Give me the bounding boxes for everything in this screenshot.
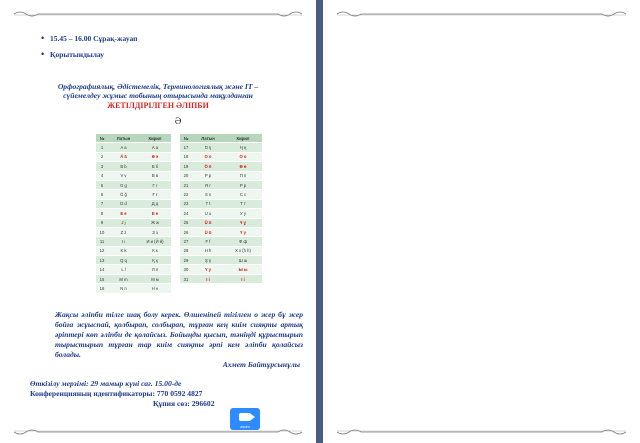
cyrillic-letter: Ы ы xyxy=(224,265,262,274)
table-row xyxy=(96,274,171,283)
cyrillic-letter: Қ қ xyxy=(139,256,171,265)
latin-letter: Ü ü xyxy=(192,227,224,236)
table-row xyxy=(96,190,171,199)
table-row xyxy=(180,274,262,283)
table-row xyxy=(180,162,262,171)
latin-letter: Ğ ğ xyxy=(108,190,139,199)
alphabet-table-left xyxy=(96,134,171,294)
row-number: 15 xyxy=(96,274,108,283)
table-row xyxy=(180,265,262,274)
table-row xyxy=(180,143,262,152)
document-page-left xyxy=(0,0,316,443)
latin-letter: J j xyxy=(108,218,139,227)
cyrillic-letter: Ш ш xyxy=(224,256,262,265)
table-row xyxy=(180,218,262,227)
latin-letter: L l xyxy=(108,265,139,274)
row-number: 18 xyxy=(180,152,192,161)
conference-id: Конференцияның идентификаторы: 770 0592 4827 xyxy=(30,389,203,398)
top-ornament xyxy=(10,10,306,18)
col-header: Латын xyxy=(108,134,139,143)
cyrillic-letter: Б б xyxy=(139,162,171,171)
latin-letter: I i xyxy=(192,274,224,283)
cyrillic-letter: Н н xyxy=(139,284,171,293)
table-row xyxy=(180,199,262,208)
cyrillic-letter: А а xyxy=(139,143,171,152)
alphabet-heading: Орфографиялық, Әдістемелік, Терминологиялық және IT – сүйемелдеу жұмыс тобының отырысында мақұлданған xyxy=(57,82,259,100)
col-header: № xyxy=(96,134,108,143)
quote-author: Ахмет Байтұрсынұлы xyxy=(222,360,300,369)
cyrillic-letter: Ғ ғ xyxy=(139,190,171,199)
row-number: 5 xyxy=(96,180,108,189)
latin-letter: Ū ū xyxy=(192,218,224,227)
row-number: 26 xyxy=(180,227,192,236)
table-row xyxy=(96,237,171,246)
row-number: 31 xyxy=(180,274,192,283)
table-row xyxy=(180,190,262,199)
cyrillic-letter: О о xyxy=(224,152,262,161)
schedule-item: • Қорытындылау xyxy=(50,50,104,59)
cyrillic-letter: І і xyxy=(224,274,262,283)
cyrillic-letter: Л л xyxy=(139,265,171,274)
schedule-item: • 15.45 – 16.00 Сұрақ-жауап xyxy=(50,34,137,43)
latin-letter: Ş ş xyxy=(192,256,224,265)
cyrillic-letter: Ө ө xyxy=(224,162,262,171)
cyrillic-letter: Х х (h h) xyxy=(224,246,262,255)
alphabet-table-right xyxy=(180,134,262,284)
latin-letter: S s xyxy=(192,190,224,199)
latin-letter: G g xyxy=(108,180,139,189)
row-number: 8 xyxy=(96,209,108,218)
alphabet-title: ЖЕТІЛДІРІЛГЕН ӘЛІПБИ xyxy=(107,101,209,110)
row-number: 13 xyxy=(96,256,108,265)
cyrillic-letter: И и (Й й) xyxy=(139,237,171,246)
table-row xyxy=(96,284,171,293)
table-row xyxy=(96,162,171,171)
cyrillic-letter: У у xyxy=(224,209,262,218)
row-number: 20 xyxy=(180,171,192,180)
row-number: 4 xyxy=(96,171,108,180)
table-row xyxy=(180,246,262,255)
table-row xyxy=(96,199,171,208)
cyrillic-letter: Ү ү xyxy=(224,227,262,236)
latin-letter: U u xyxy=(192,209,224,218)
cyrillic-letter: В в xyxy=(139,171,171,180)
latin-letter: P p xyxy=(192,171,224,180)
latin-letter: O o xyxy=(192,152,224,161)
top-ornament xyxy=(333,10,630,18)
latin-letter: Ä ä xyxy=(108,152,139,161)
row-number: 27 xyxy=(180,237,192,246)
latin-letter: K k xyxy=(108,246,139,255)
bottom-ornament xyxy=(333,428,630,436)
conference-password: Құпия сөз: 296602 xyxy=(153,399,215,408)
cyrillic-letter: Т т xyxy=(224,199,262,208)
cyrillic-letter: Ж ж xyxy=(139,218,171,227)
cyrillic-letter: С с xyxy=(224,190,262,199)
row-number: 16 xyxy=(96,284,108,293)
latin-letter: Z z xyxy=(108,227,139,236)
row-number: 10 xyxy=(96,227,108,236)
row-number: 28 xyxy=(180,246,192,255)
cyrillic-letter: Ң ң xyxy=(224,143,262,152)
row-number: 17 xyxy=(180,143,192,152)
document-page-right xyxy=(323,0,640,443)
table-row xyxy=(96,143,171,152)
alphabet-letter: Ә xyxy=(174,116,182,126)
table-row xyxy=(96,180,171,189)
cyrillic-letter: З з xyxy=(139,227,171,236)
latin-letter: B b xyxy=(108,162,139,171)
page-divider xyxy=(316,0,323,443)
cyrillic-letter: Р р xyxy=(224,180,262,189)
zoom-logo: zoom xyxy=(230,408,260,430)
latin-letter: T t xyxy=(192,199,224,208)
row-number: 25 xyxy=(180,218,192,227)
row-number: 12 xyxy=(96,246,108,255)
table-row xyxy=(180,237,262,246)
row-number: 2 xyxy=(96,152,108,161)
cyrillic-letter: Ұ ұ xyxy=(224,218,262,227)
latin-letter: M m xyxy=(108,274,139,283)
cyrillic-letter: Е е xyxy=(139,209,171,218)
row-number: 11 xyxy=(96,237,108,246)
latin-letter: N n xyxy=(108,284,139,293)
bottom-ornament xyxy=(10,428,306,436)
cyrillic-letter: Ф ф xyxy=(224,237,262,246)
row-number: 14 xyxy=(96,265,108,274)
table-row xyxy=(180,256,262,265)
table-row xyxy=(96,209,171,218)
camera-icon xyxy=(239,413,251,421)
cyrillic-letter: М м xyxy=(139,274,171,283)
cyrillic-letter: Ә ә xyxy=(139,152,171,161)
col-header: Кирил xyxy=(139,134,171,143)
latin-letter: H h xyxy=(192,246,224,255)
latin-letter: Y y xyxy=(192,265,224,274)
table-row xyxy=(96,265,171,274)
row-number: 6 xyxy=(96,190,108,199)
table-row xyxy=(180,227,262,236)
latin-letter: Q q xyxy=(108,256,139,265)
row-number: 22 xyxy=(180,190,192,199)
cyrillic-letter: П п xyxy=(224,171,262,180)
row-number: 1 xyxy=(96,143,108,152)
row-number: 23 xyxy=(180,199,192,208)
table-row xyxy=(180,152,262,161)
table-row xyxy=(96,227,171,236)
table-row xyxy=(96,171,171,180)
latin-letter: R r xyxy=(192,180,224,189)
row-number: 7 xyxy=(96,199,108,208)
row-number: 21 xyxy=(180,180,192,189)
latin-letter: Ö ö xyxy=(192,162,224,171)
cyrillic-letter: К к xyxy=(139,246,171,255)
table-row xyxy=(96,218,171,227)
row-number: 29 xyxy=(180,256,192,265)
meeting-time: Өткізілу мерзімі: 29 мамыр күні сағ. 15.00-де xyxy=(30,379,182,388)
table-row xyxy=(96,256,171,265)
latin-letter: D d xyxy=(108,199,139,208)
table-row xyxy=(96,246,171,255)
col-header: Кирил xyxy=(224,134,262,143)
latin-letter: Ŋ ŋ xyxy=(192,143,224,152)
row-number: 3 xyxy=(96,162,108,171)
cyrillic-letter: Д д xyxy=(139,199,171,208)
row-number: 24 xyxy=(180,209,192,218)
latin-letter: A a xyxy=(108,143,139,152)
cyrillic-letter: Г г xyxy=(139,180,171,189)
table-row xyxy=(180,171,262,180)
latin-letter: V v xyxy=(108,171,139,180)
col-header: Латын xyxy=(192,134,224,143)
row-number: 9 xyxy=(96,218,108,227)
col-header: № xyxy=(180,134,192,143)
row-number: 19 xyxy=(180,162,192,171)
quote-text: Жақсы әліпби тілге шақ болу керек. Өлшеніпей тігілген о жер бұ жер бойға жұыспай, қолбырап, солбырап, тұрған кең киім сияқты артық әріптері көп әліпби де қолайсыз. Бойыңды қысып, тәніңді құрыстырып тырыстырып тұрған тар киім сияқты әрпі кем әліпби қолайсыз болады. xyxy=(55,310,303,359)
table-row xyxy=(180,180,262,189)
latin-letter: E e xyxy=(108,209,139,218)
latin-letter: F f xyxy=(192,237,224,246)
table-row xyxy=(96,152,171,161)
row-number: 30 xyxy=(180,265,192,274)
table-row xyxy=(180,209,262,218)
latin-letter: I ı xyxy=(108,237,139,246)
